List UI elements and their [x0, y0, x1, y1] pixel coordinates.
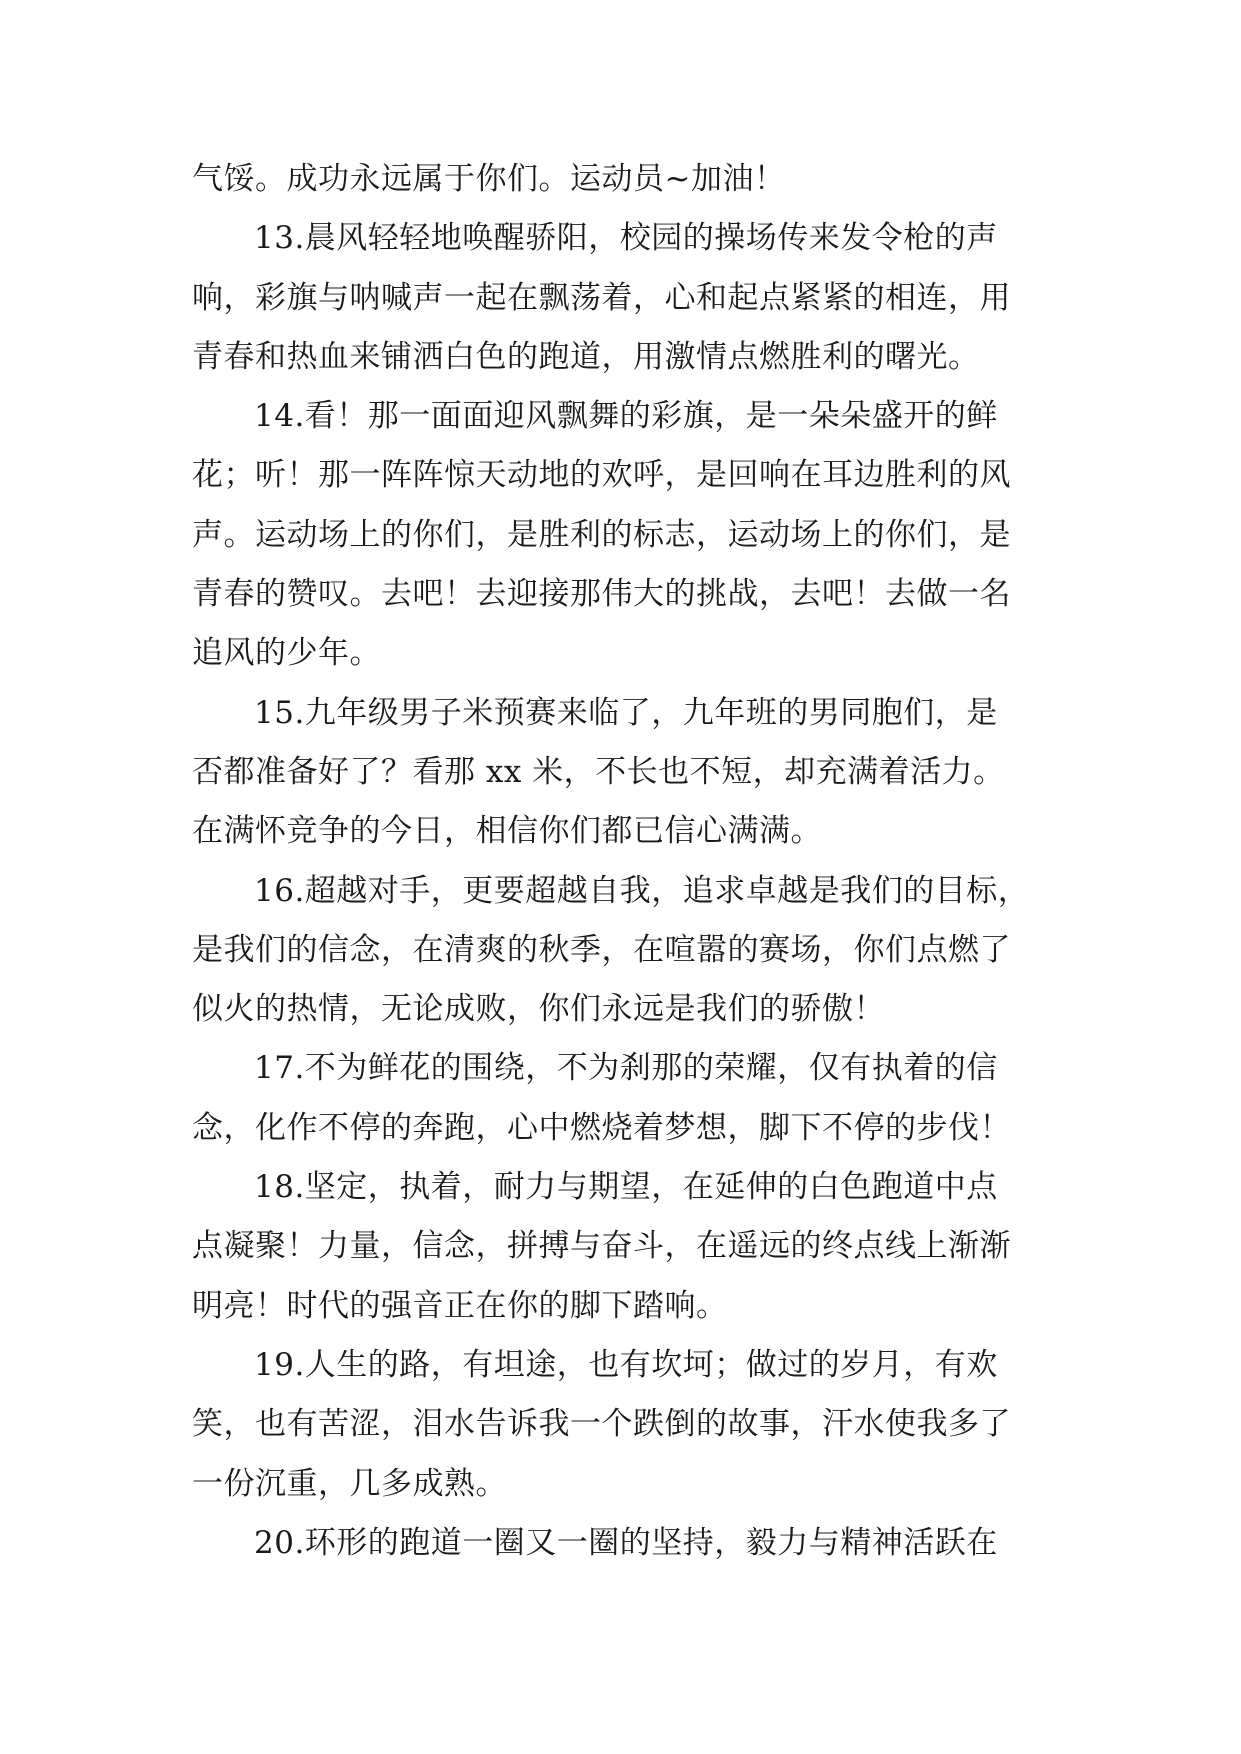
text-line: 否都准备好了？看那 xx 米，不长也不短，却充满着活力。: [192, 753, 1005, 790]
text-line: 气馁。成功永远属于你们。运动员~加油！: [192, 161, 786, 197]
text-line: 响，彩旗与呐喊声一起在飘荡着，心和起点紧紧的相连，用: [192, 279, 1011, 316]
text-line: 青春和热血来铺洒白色的跑道，用激情点燃胜利的曙光。: [192, 338, 980, 375]
item-19-line: 19.人生的路，有坦途，也有坎坷；做过的岁月，有欢: [254, 1346, 998, 1383]
text-line: 一份沉重，几多成熟。: [192, 1465, 507, 1502]
text-line: 点凝聚！力量，信念，拼搏与奋斗，在遥远的终点线上渐渐: [192, 1228, 1011, 1265]
text-line: 是我们的信念，在清爽的秋季，在喧嚣的赛场，你们点燃了: [192, 931, 1011, 968]
document-body: [192, 150, 1072, 1573]
text-line: 在满怀竞争的今日，相信你们都已信心满满。: [192, 813, 822, 850]
item-17-line: 17.不为鲜花的围绕，不为刹那的荣耀，仅有执着的信: [254, 1050, 998, 1087]
text-line: 声。运动场上的你们，是胜利的标志，运动场上的你们，是: [192, 516, 1011, 553]
text-line: 青春的赞叹。去吧！去迎接那伟大的挑战，去吧！去做一名: [192, 576, 1011, 613]
text-line: 追风的少年。: [192, 635, 381, 672]
text-line: 念，化作不停的奔跑，心中燃烧着梦想，脚下不停的步伐！: [192, 1109, 1011, 1146]
item-16-line: 16.超越对手，更要超越自我，追求卓越是我们的目标，: [254, 872, 1030, 909]
text-line: 明亮！时代的强音正在你的脚下踏响。: [192, 1287, 728, 1324]
item-20-line: 20.环形的跑道一圈又一圈的坚持，毅力与精神活跃在: [254, 1524, 998, 1561]
text-line: 似火的热情，无论成败，你们永远是我们的骄傲！: [192, 991, 885, 1028]
item-13-line: 13.晨风轻轻地唤醒骄阳，校园的操场传来发令枪的声: [254, 220, 998, 257]
item-14-line: 14.看！那一面面迎风飘舞的彩旗，是一朵朵盛开的鲜: [254, 398, 998, 435]
text-line: 笑，也有苦涩，泪水告诉我一个跌倒的故事，汗水使我多了: [192, 1406, 1011, 1443]
item-18-line: 18.坚定，执着，耐力与期望，在延伸的白色跑道中点: [254, 1169, 998, 1206]
item-15-line: 15.九年级男子米预赛来临了，九年班的男同胞们，是: [254, 694, 998, 731]
text-line: 花；听！那一阵阵惊天动地的欢呼，是回响在耳边胜利的风: [192, 457, 1011, 494]
